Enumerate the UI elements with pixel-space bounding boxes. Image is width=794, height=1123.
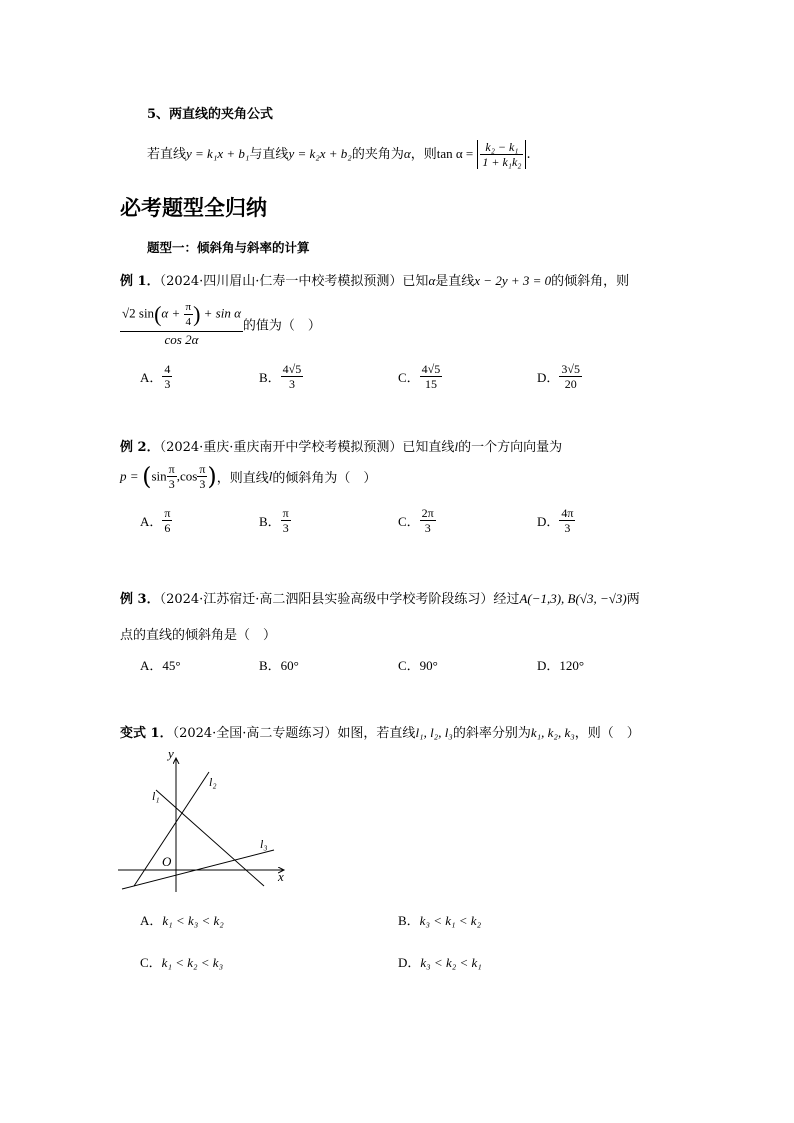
formula-text-suffix: 的夹角为	[351, 147, 404, 162]
numerator-part-b: α +	[161, 305, 184, 321]
option-a-value: $\frac{\pi}{6}$	[164, 506, 171, 535]
line-l-symbol: l	[454, 439, 459, 454]
option-d[interactable]: D．k₃ < k₂ < k₁	[398, 955, 482, 970]
option-c[interactable]: C．90°	[398, 658, 438, 673]
line1-equation: y = k₁x + b₁	[186, 146, 250, 161]
example1-expression	[120, 300, 321, 348]
option-c[interactable]: C．k₁ < k₂ < k₃	[140, 955, 224, 970]
pi-over-three-a: $\frac{\pi}{3}$	[168, 462, 175, 491]
vector-p: p	[120, 468, 127, 484]
tan-lhs: tan α =	[436, 146, 474, 161]
section-heading: 5、两直线的夹角公式	[147, 107, 274, 122]
example3-source: （2024·江苏宿迁·高二泗阳县实验高级中学校考阶段练习）经过	[159, 592, 520, 607]
vector-equals: =	[130, 468, 138, 484]
option-d[interactable]: D．120°	[537, 658, 585, 673]
alpha-symbol: α	[403, 146, 411, 161]
example3-question: 点的直线的倾斜角是（ ）	[120, 628, 277, 643]
angle-formula-fraction: $\frac{\text{k₂ − k₁}}{\text{1 + k₁k₂}}$	[482, 140, 522, 169]
example2-label: 例 2．	[120, 440, 160, 455]
example3-points: A(−1,3), B(√3, −√3)	[519, 591, 627, 606]
option-b-value: $\frac{\pi}{3}$	[282, 506, 289, 535]
example1-source: （2024·四川眉山·仁寿一中校考模拟预测）已知	[159, 274, 429, 289]
option-b[interactable]: B．60°	[259, 658, 299, 673]
example1-tail: 的倾斜角，则	[551, 274, 630, 289]
y-axis-label: y	[168, 750, 174, 761]
example3-stem	[120, 588, 640, 607]
option-c-value: $\frac{2\pi}{3}$	[421, 506, 434, 535]
numerator-part-c: + sin α	[203, 305, 241, 321]
variant1-lines: l₁, l₂, l₃	[415, 725, 453, 740]
line-l-symbol: l	[268, 468, 273, 484]
example2-after: ，则直线	[216, 471, 269, 486]
l2-label: l₂	[209, 775, 217, 789]
abs-value-bars	[477, 140, 526, 169]
option-d[interactable]: D． $\frac{3√5}{20}$	[537, 362, 580, 391]
example2-stem	[120, 436, 562, 455]
line-l1	[156, 790, 264, 886]
formula-text-then: ，则	[410, 147, 437, 162]
example1-mid: 是直线	[435, 274, 475, 289]
example1-stem	[120, 270, 629, 289]
option-c[interactable]: C． $\frac{2\pi}{3}$	[398, 506, 434, 535]
option-d-value: $\frac{3√5}{20}$	[561, 362, 580, 391]
expression-denominator: cos 2α	[164, 332, 199, 347]
option-b[interactable]: B．k₃ < k₁ < k₂	[398, 913, 482, 928]
variant1-slopes: k₁, k₂, k₃	[530, 725, 575, 740]
example2-vector-line: p = (sin $\frac{\pi}{3}$ ,cos $\frac{\pi}{3}$ )，则直线l的倾斜角为（ ）	[120, 462, 377, 491]
l3-label: l₃	[260, 837, 268, 851]
option-c[interactable]: C． $\frac{4√5}{15}$	[398, 362, 441, 391]
example3-tail: 两	[626, 592, 640, 607]
formula-end: .	[526, 147, 531, 162]
line2-equation: y = k₂x + b₂	[288, 146, 352, 161]
example2-tail: 的一个方向向量为	[458, 440, 563, 455]
option-a[interactable]: A．k₁ < k₃ < k₂	[140, 913, 224, 928]
variant1-mid: 的斜率分别为	[452, 726, 531, 741]
option-a[interactable]: A．45°	[140, 658, 181, 673]
option-d-value: $\frac{4\pi}{3}$	[561, 506, 574, 535]
variant1-stem	[120, 722, 640, 741]
x-axis-label: x	[278, 869, 284, 884]
option-b[interactable]: B． $\frac{4√5}{3}$	[259, 362, 302, 391]
formula-text-prefix: 若直线	[147, 147, 187, 162]
option-a[interactable]: A． $\frac{4}{3}$	[140, 362, 171, 391]
option-b-value: $\frac{4√5}{3}$	[282, 362, 302, 391]
pi-over-four: $\frac{\pi}{4}$	[185, 301, 192, 328]
option-a-value: $\frac{4}{3}$	[164, 362, 171, 391]
lines-figure	[112, 750, 302, 895]
sin-text: sin	[151, 468, 167, 484]
variant1-source: （2024·全国·高二专题练习）如图，若直线	[172, 726, 416, 741]
example1-label: 例 1．	[120, 274, 160, 289]
pi-over-three-b: $\frac{\pi}{3}$	[199, 462, 206, 491]
example3-label: 例 3．	[120, 592, 160, 607]
line-equation: x − 2y + 3 = 0	[474, 273, 552, 288]
option-c-value: $\frac{4√5}{15}$	[421, 362, 441, 391]
trig-expression-fraction: √2 sin(α + $\frac{\pi}{4}$ ) + sin α cos 2α	[122, 301, 241, 347]
origin-label: O	[162, 854, 172, 869]
cos-text: ,cos	[176, 468, 198, 484]
type1-heading: 题型一：倾斜角与斜率的计算	[147, 240, 310, 255]
angle-formula-line	[147, 140, 531, 169]
variant1-question: ，则（ ）	[574, 726, 640, 741]
formula-text-mid: 与直线	[249, 147, 289, 162]
option-b[interactable]: B． $\frac{\pi}{3}$	[259, 506, 289, 535]
main-title: 必考题型全归纳	[120, 196, 267, 220]
example2-question: 的倾斜角为（ ）	[272, 471, 377, 486]
example2-source: （2024·重庆·重庆南开中学校考模拟预测）已知直线	[159, 440, 455, 455]
line-l2	[134, 772, 209, 886]
l1-label: l₁	[152, 789, 160, 803]
variant1-label: 变式 1．	[120, 726, 173, 741]
option-a[interactable]: A． $\frac{\pi}{6}$	[140, 506, 171, 535]
numerator-part-a: √2 sin	[122, 305, 155, 321]
option-d[interactable]: D． $\frac{4\pi}{3}$	[537, 506, 574, 535]
example1-question: 的值为（ ）	[242, 318, 321, 334]
alpha-symbol: α	[428, 273, 436, 288]
